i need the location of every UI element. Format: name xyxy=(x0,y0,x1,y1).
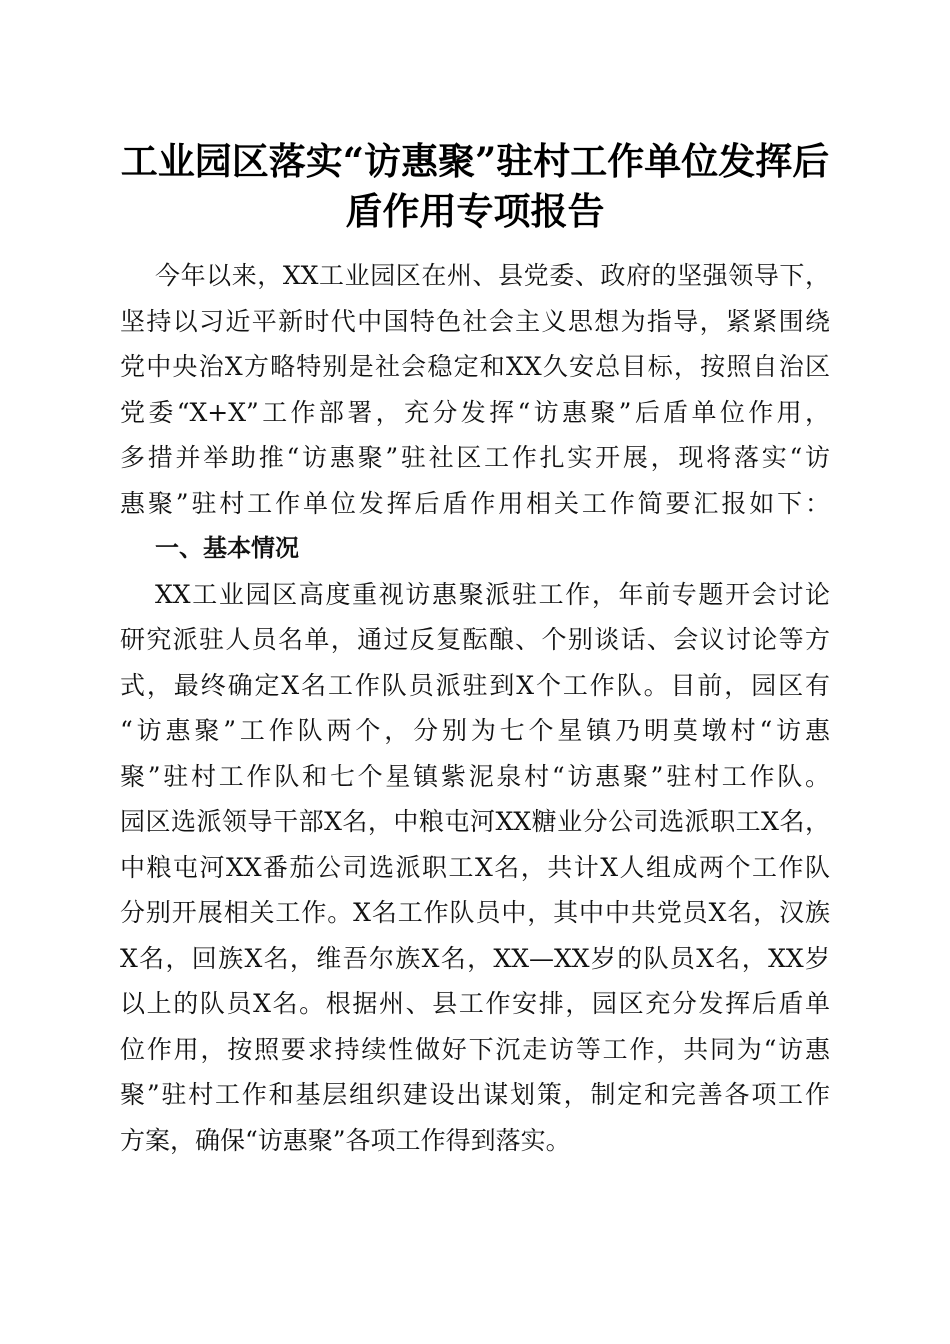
paragraph-line: 园区选派领导干部X名，中粮屯河XX糖业分公司选派职工X名， xyxy=(120,807,830,836)
paragraph-line: 方案，确保“访惠聚”各项工作得到落实。 xyxy=(120,1125,571,1155)
paragraph-line: 聚”驻村工作和基层组织建设出谋划策，制定和完善各项工作 xyxy=(120,1080,830,1109)
document-title xyxy=(100,136,850,236)
intro-paragraph xyxy=(120,253,830,526)
basic-situation-paragraph xyxy=(120,572,830,1164)
title-line: 工业园区落实“访惠聚”驻村工作单位发挥后 xyxy=(120,139,830,183)
paragraph-line: X名，回族X名，维吾尔族X名，XX—XX岁的队员X名，XX岁 xyxy=(120,943,830,973)
paragraph-line: XX工业园区高度重视访惠聚派驻工作，年前专题开会讨论 xyxy=(155,579,830,609)
paragraph-line: 以上的队员X名。根据州、县工作安排，园区充分发挥后盾单 xyxy=(120,989,830,1018)
document-body xyxy=(120,253,830,1163)
paragraph-line: 惠聚”驻村工作单位发挥后盾作用相关工作简要汇报如下： xyxy=(120,488,830,518)
paragraph-line: 中粮屯河XX番茄公司选派职工X名，共计X人组成两个工作队 xyxy=(120,852,830,882)
paragraph-line: 党中央治X方略特别是社会稳定和XX久安总目标，按照自治区 xyxy=(120,352,830,381)
paragraph-line: 位作用，按照要求持续性做好下沉走访等工作，共同为“访惠 xyxy=(120,1034,830,1064)
paragraph-line: 式，最终确定X名工作队员派驻到X个工作队。目前，园区有 xyxy=(120,670,830,700)
paragraph-line: 研究派驻人员名单，通过反复酝酿、个别谈话、会议讨论等方 xyxy=(120,625,830,654)
paragraph-line: 聚”驻村工作队和七个星镇紫泥泉村“访惠聚”驻村工作队。 xyxy=(120,761,830,791)
paragraph-line: 坚持以习近平新时代中国特色社会主义思想为指导，紧紧围绕 xyxy=(120,306,830,336)
paragraph-line: “访惠聚”工作队两个，分别为七个星镇乃明莫墩村“访惠 xyxy=(120,716,830,745)
paragraph-line: 党委“X+X”工作部署，充分发挥“访惠聚”后盾单位作用， xyxy=(120,397,830,427)
paragraph-line: 今年以来，XX工业园区在州、县党委、政府的坚强领导下， xyxy=(155,261,830,290)
paragraph-line: 分别开展相关工作。X名工作队员中，其中中共党员X名，汉族 xyxy=(120,898,830,927)
paragraph-line: 多措并举助推“访惠聚”驻社区工作扎实开展，现将落实“访 xyxy=(120,443,830,472)
title-line: 盾作用专项报告 xyxy=(345,189,605,233)
section-heading: 一、基本情况 xyxy=(155,534,299,562)
